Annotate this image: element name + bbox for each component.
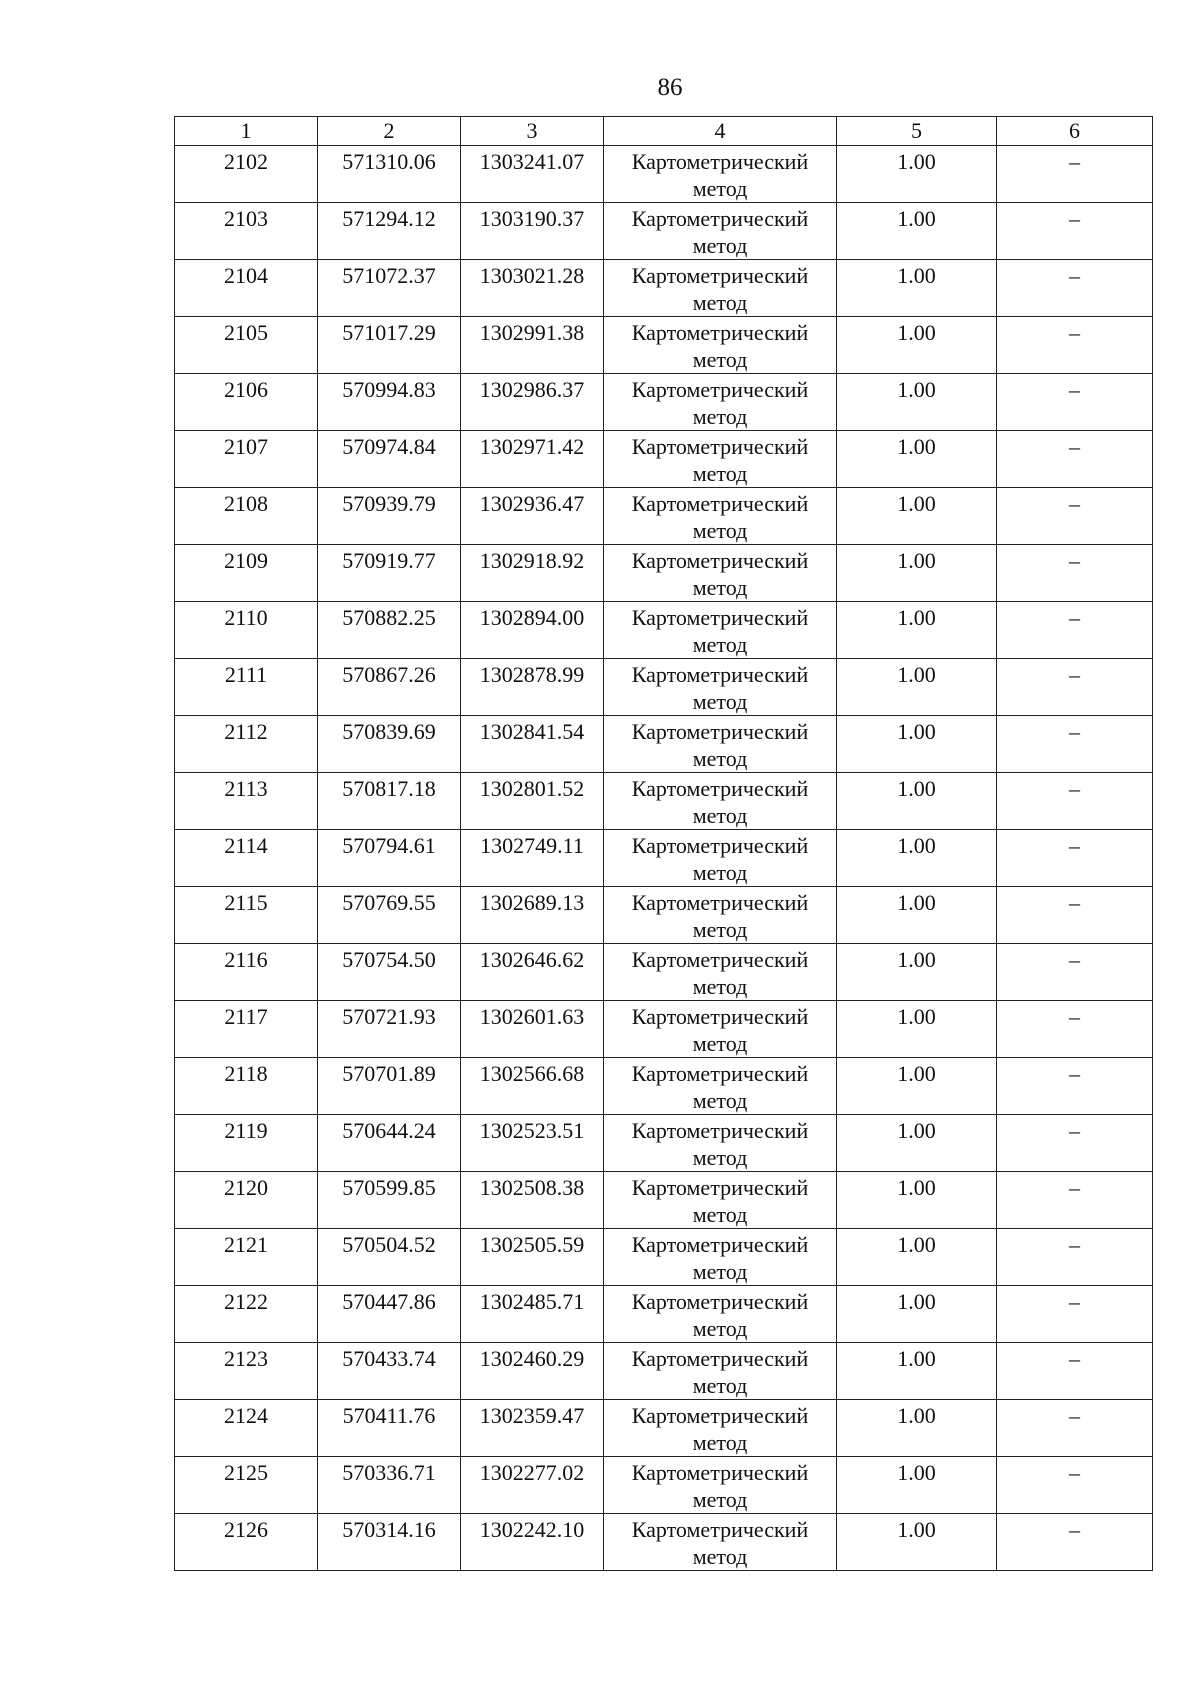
method-line-1: Картометрический: [631, 434, 809, 459]
accuracy-cell: 1.00: [837, 203, 997, 260]
method-cell: [604, 317, 837, 374]
note-cell: –: [997, 1001, 1153, 1058]
method-line-2: метод: [692, 860, 748, 885]
method-line-1: Картометрический: [631, 1346, 809, 1371]
accuracy-cell: 1.00: [837, 1058, 997, 1115]
method-line-2: метод: [692, 1031, 748, 1056]
x-coordinate-cell: 571294.12: [318, 203, 461, 260]
method-line-1: Картометрический: [631, 890, 809, 915]
method-line-1: Картометрический: [631, 149, 809, 174]
method-cell: [604, 773, 837, 830]
table-header: [175, 117, 1153, 146]
accuracy-cell: 1.00: [837, 1229, 997, 1286]
accuracy-cell: 1.00: [837, 1343, 997, 1400]
note-cell: –: [997, 1172, 1153, 1229]
method-line-1: Картометрический: [631, 491, 809, 516]
table-row: [175, 1115, 1153, 1172]
method-cell: [604, 1172, 837, 1229]
method-line-2: метод: [692, 290, 748, 315]
y-coordinate-cell: 1302918.92: [461, 545, 604, 602]
x-coordinate-cell: 570721.93: [318, 1001, 461, 1058]
method-cell: [604, 1457, 837, 1514]
note-cell: –: [997, 488, 1153, 545]
method-line-1: Картометрический: [631, 947, 809, 972]
method-line-2: метод: [692, 632, 748, 657]
method-line-2: метод: [692, 1544, 748, 1569]
point-number-cell: 2113: [175, 773, 318, 830]
page-number: 86: [657, 74, 683, 101]
point-number-cell: 2103: [175, 203, 318, 260]
table-row: [175, 146, 1153, 203]
accuracy-cell: 1.00: [837, 1457, 997, 1514]
method-line-2: метод: [692, 233, 748, 258]
x-coordinate-cell: 570794.61: [318, 830, 461, 887]
method-cell: [604, 1229, 837, 1286]
method-line-2: метод: [692, 1145, 748, 1170]
y-coordinate-cell: 1302505.59: [461, 1229, 604, 1286]
note-cell: –: [997, 1115, 1153, 1172]
method-line-1: Картометрический: [631, 1289, 809, 1314]
y-coordinate-cell: 1302523.51: [461, 1115, 604, 1172]
x-coordinate-cell: 570974.84: [318, 431, 461, 488]
table-row: [175, 1343, 1153, 1400]
point-number-cell: 2119: [175, 1115, 318, 1172]
y-coordinate-cell: 1302878.99: [461, 659, 604, 716]
x-coordinate-cell: 570336.71: [318, 1457, 461, 1514]
method-cell: [604, 659, 837, 716]
accuracy-cell: 1.00: [837, 1172, 997, 1229]
point-number-cell: 2106: [175, 374, 318, 431]
method-line-1: Картометрический: [631, 833, 809, 858]
method-line-1: Картометрический: [631, 320, 809, 345]
x-coordinate-cell: 570769.55: [318, 887, 461, 944]
point-number-cell: 2102: [175, 146, 318, 203]
y-coordinate-cell: 1302936.47: [461, 488, 604, 545]
table-row: [175, 944, 1153, 1001]
method-line-1: Картометрический: [631, 605, 809, 630]
coordinates-table: [174, 116, 1153, 1571]
point-number-cell: 2104: [175, 260, 318, 317]
accuracy-cell: 1.00: [837, 1286, 997, 1343]
table-row: [175, 1514, 1153, 1571]
column-header-6: 6: [997, 117, 1153, 146]
note-cell: –: [997, 317, 1153, 374]
y-coordinate-cell: 1302801.52: [461, 773, 604, 830]
point-number-cell: 2125: [175, 1457, 318, 1514]
method-line-2: метод: [692, 1088, 748, 1113]
note-cell: –: [997, 1514, 1153, 1571]
method-line-2: метод: [692, 1373, 748, 1398]
method-line-1: Картометрический: [631, 1517, 809, 1542]
table-row: [175, 1058, 1153, 1115]
method-line-1: Картометрический: [631, 1061, 809, 1086]
column-header-2: 2: [318, 117, 461, 146]
table-row: [175, 1229, 1153, 1286]
accuracy-cell: 1.00: [837, 1115, 997, 1172]
x-coordinate-cell: 570701.89: [318, 1058, 461, 1115]
table-row: [175, 887, 1153, 944]
method-line-2: метод: [692, 1202, 748, 1227]
accuracy-cell: 1.00: [837, 1001, 997, 1058]
y-coordinate-cell: 1302749.11: [461, 830, 604, 887]
method-cell: [604, 203, 837, 260]
header-row: [175, 117, 1153, 146]
method-line-2: метод: [692, 575, 748, 600]
method-line-2: метод: [692, 1316, 748, 1341]
table-row: [175, 1001, 1153, 1058]
method-cell: [604, 1400, 837, 1457]
method-line-1: Картометрический: [631, 776, 809, 801]
y-coordinate-cell: 1302359.47: [461, 1400, 604, 1457]
accuracy-cell: 1.00: [837, 716, 997, 773]
note-cell: –: [997, 887, 1153, 944]
note-cell: –: [997, 830, 1153, 887]
method-cell: [604, 1058, 837, 1115]
table-row: [175, 773, 1153, 830]
method-line-2: метод: [692, 803, 748, 828]
y-coordinate-cell: 1302601.63: [461, 1001, 604, 1058]
y-coordinate-cell: 1302566.68: [461, 1058, 604, 1115]
point-number-cell: 2107: [175, 431, 318, 488]
table-row: [175, 545, 1153, 602]
point-number-cell: 2111: [175, 659, 318, 716]
method-cell: [604, 374, 837, 431]
x-coordinate-cell: 570447.86: [318, 1286, 461, 1343]
accuracy-cell: 1.00: [837, 374, 997, 431]
point-number-cell: 2105: [175, 317, 318, 374]
accuracy-cell: 1.00: [837, 431, 997, 488]
column-header-5: 5: [837, 117, 997, 146]
method-cell: [604, 830, 837, 887]
method-cell: [604, 1514, 837, 1571]
method-cell: [604, 545, 837, 602]
point-number-cell: 2114: [175, 830, 318, 887]
accuracy-cell: 1.00: [837, 1400, 997, 1457]
method-cell: [604, 1286, 837, 1343]
y-coordinate-cell: 1302841.54: [461, 716, 604, 773]
x-coordinate-cell: 570919.77: [318, 545, 461, 602]
x-coordinate-cell: 570599.85: [318, 1172, 461, 1229]
x-coordinate-cell: 570314.16: [318, 1514, 461, 1571]
table-row: [175, 1172, 1153, 1229]
y-coordinate-cell: 1302242.10: [461, 1514, 604, 1571]
x-coordinate-cell: 571017.29: [318, 317, 461, 374]
method-line-1: Картометрический: [631, 1118, 809, 1143]
note-cell: –: [997, 1343, 1153, 1400]
method-cell: [604, 716, 837, 773]
method-cell: [604, 1343, 837, 1400]
table-row: [175, 1457, 1153, 1514]
accuracy-cell: 1.00: [837, 1514, 997, 1571]
column-header-1: 1: [175, 117, 318, 146]
point-number-cell: 2122: [175, 1286, 318, 1343]
accuracy-cell: 1.00: [837, 602, 997, 659]
x-coordinate-cell: 570882.25: [318, 602, 461, 659]
column-header-4: 4: [604, 117, 837, 146]
accuracy-cell: 1.00: [837, 887, 997, 944]
method-line-1: Картометрический: [631, 719, 809, 744]
method-line-1: Картометрический: [631, 206, 809, 231]
point-number-cell: 2112: [175, 716, 318, 773]
x-coordinate-cell: 570939.79: [318, 488, 461, 545]
table-row: [175, 659, 1153, 716]
point-number-cell: 2116: [175, 944, 318, 1001]
method-line-1: Картометрический: [631, 1004, 809, 1029]
x-coordinate-cell: 571072.37: [318, 260, 461, 317]
point-number-cell: 2108: [175, 488, 318, 545]
method-cell: [604, 944, 837, 1001]
method-line-1: Картометрический: [631, 662, 809, 687]
y-coordinate-cell: 1302277.02: [461, 1457, 604, 1514]
note-cell: –: [997, 716, 1153, 773]
table-row: [175, 203, 1153, 260]
method-cell: [604, 146, 837, 203]
method-cell: [604, 1115, 837, 1172]
method-cell: [604, 431, 837, 488]
table-row: [175, 1286, 1153, 1343]
point-number-cell: 2110: [175, 602, 318, 659]
y-coordinate-cell: 1302991.38: [461, 317, 604, 374]
accuracy-cell: 1.00: [837, 773, 997, 830]
accuracy-cell: 1.00: [837, 317, 997, 374]
accuracy-cell: 1.00: [837, 260, 997, 317]
point-number-cell: 2117: [175, 1001, 318, 1058]
point-number-cell: 2124: [175, 1400, 318, 1457]
x-coordinate-cell: 570994.83: [318, 374, 461, 431]
table-row: [175, 317, 1153, 374]
method-line-2: метод: [692, 974, 748, 999]
method-line-1: Картометрический: [631, 548, 809, 573]
note-cell: –: [997, 431, 1153, 488]
method-line-2: метод: [692, 404, 748, 429]
x-coordinate-cell: 570644.24: [318, 1115, 461, 1172]
note-cell: –: [997, 1058, 1153, 1115]
x-coordinate-cell: 570817.18: [318, 773, 461, 830]
column-header-3: 3: [461, 117, 604, 146]
method-line-1: Картометрический: [631, 1232, 809, 1257]
accuracy-cell: 1.00: [837, 659, 997, 716]
method-line-2: метод: [692, 746, 748, 771]
y-coordinate-cell: 1302646.62: [461, 944, 604, 1001]
note-cell: –: [997, 659, 1153, 716]
x-coordinate-cell: 570411.76: [318, 1400, 461, 1457]
method-line-2: метод: [692, 461, 748, 486]
x-coordinate-cell: 571310.06: [318, 146, 461, 203]
y-coordinate-cell: 1303021.28: [461, 260, 604, 317]
method-line-2: метод: [692, 1487, 748, 1512]
y-coordinate-cell: 1302971.42: [461, 431, 604, 488]
accuracy-cell: 1.00: [837, 146, 997, 203]
method-cell: [604, 602, 837, 659]
method-line-2: метод: [692, 347, 748, 372]
point-number-cell: 2126: [175, 1514, 318, 1571]
table-row: [175, 488, 1153, 545]
y-coordinate-cell: 1302986.37: [461, 374, 604, 431]
point-number-cell: 2123: [175, 1343, 318, 1400]
point-number-cell: 2115: [175, 887, 318, 944]
note-cell: –: [997, 773, 1153, 830]
y-coordinate-cell: 1302894.00: [461, 602, 604, 659]
method-cell: [604, 260, 837, 317]
method-line-1: Картометрический: [631, 263, 809, 288]
method-line-1: Картометрический: [631, 1403, 809, 1428]
note-cell: –: [997, 1229, 1153, 1286]
method-line-2: метод: [692, 518, 748, 543]
method-line-2: метод: [692, 1259, 748, 1284]
note-cell: –: [997, 203, 1153, 260]
accuracy-cell: 1.00: [837, 545, 997, 602]
x-coordinate-cell: 570504.52: [318, 1229, 461, 1286]
note-cell: –: [997, 260, 1153, 317]
note-cell: –: [997, 146, 1153, 203]
method-cell: [604, 1001, 837, 1058]
method-line-1: Картометрический: [631, 377, 809, 402]
y-coordinate-cell: 1302689.13: [461, 887, 604, 944]
x-coordinate-cell: 570867.26: [318, 659, 461, 716]
note-cell: –: [997, 545, 1153, 602]
table-body: [175, 146, 1153, 1571]
x-coordinate-cell: 570754.50: [318, 944, 461, 1001]
table-row: [175, 602, 1153, 659]
table-row: [175, 716, 1153, 773]
table-row: [175, 1400, 1153, 1457]
y-coordinate-cell: 1302485.71: [461, 1286, 604, 1343]
y-coordinate-cell: 1303241.07: [461, 146, 604, 203]
y-coordinate-cell: 1302508.38: [461, 1172, 604, 1229]
y-coordinate-cell: 1302460.29: [461, 1343, 604, 1400]
accuracy-cell: 1.00: [837, 944, 997, 1001]
point-number-cell: 2109: [175, 545, 318, 602]
x-coordinate-cell: 570839.69: [318, 716, 461, 773]
note-cell: –: [997, 1457, 1153, 1514]
y-coordinate-cell: 1303190.37: [461, 203, 604, 260]
point-number-cell: 2118: [175, 1058, 318, 1115]
table-row: [175, 830, 1153, 887]
table-row: [175, 431, 1153, 488]
method-line-2: метод: [692, 689, 748, 714]
method-line-2: метод: [692, 917, 748, 942]
x-coordinate-cell: 570433.74: [318, 1343, 461, 1400]
table-row: [175, 374, 1153, 431]
note-cell: –: [997, 944, 1153, 1001]
note-cell: –: [997, 1286, 1153, 1343]
note-cell: –: [997, 1400, 1153, 1457]
method-cell: [604, 488, 837, 545]
method-line-1: Картометрический: [631, 1175, 809, 1200]
method-line-2: метод: [692, 176, 748, 201]
table-row: [175, 260, 1153, 317]
note-cell: –: [997, 374, 1153, 431]
point-number-cell: 2120: [175, 1172, 318, 1229]
method-cell: [604, 887, 837, 944]
accuracy-cell: 1.00: [837, 488, 997, 545]
note-cell: –: [997, 602, 1153, 659]
method-line-2: метод: [692, 1430, 748, 1455]
method-line-1: Картометрический: [631, 1460, 809, 1485]
point-number-cell: 2121: [175, 1229, 318, 1286]
accuracy-cell: 1.00: [837, 830, 997, 887]
